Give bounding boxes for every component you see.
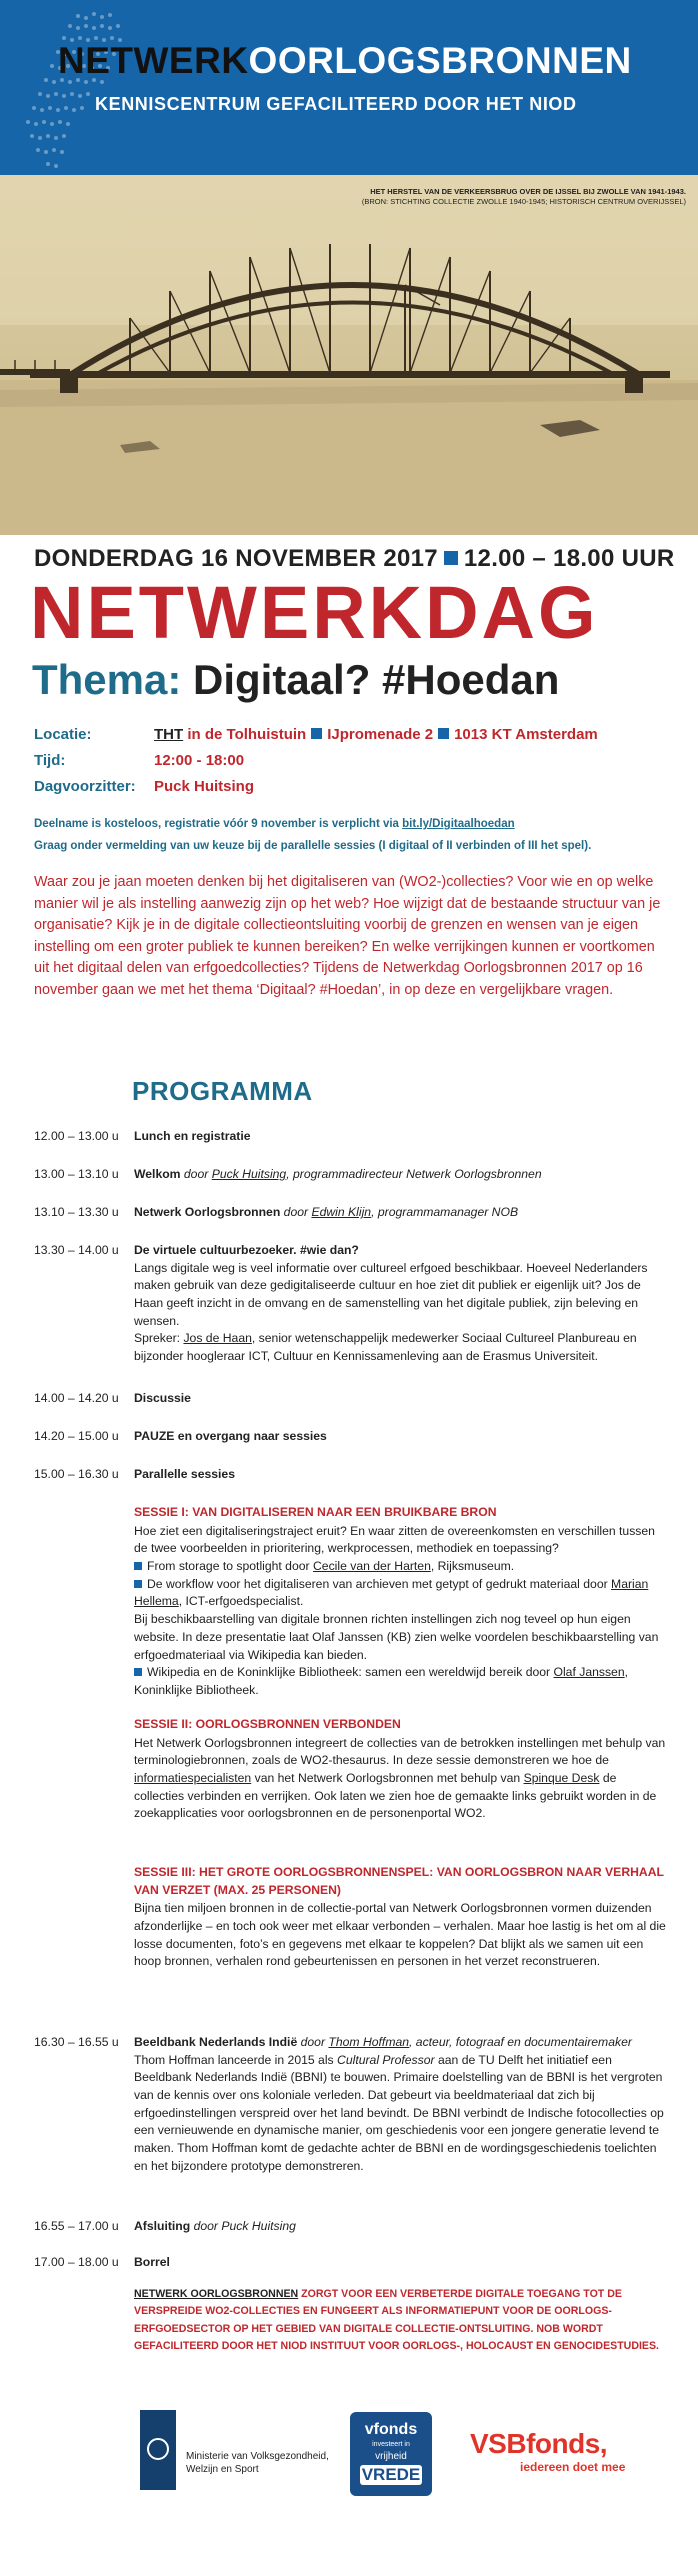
- speaker-name: Jos de Haan: [183, 1331, 252, 1346]
- photo-caption: [362, 187, 686, 207]
- vfonds-line2: vrijheid: [375, 2451, 407, 2462]
- location-street: IJpromenade 2: [327, 726, 434, 743]
- programme-time: 15.00 – 16.30 u: [34, 1467, 119, 1481]
- programme-title: Netwerk Oorlogsbronnen: [134, 1205, 281, 1219]
- location-venue: THT: [154, 726, 184, 743]
- session-bullet-text: De workflow voor het digitaliseren van archieven met getypt of gedrukt materiaal door: [147, 1576, 608, 1591]
- programme-desc: aan de TU Delft het initiatief een Beeldbank Nederlands Indië (BBNI) te bouwen. Primaire doelstelling van de BBNI is het vergroten van de kennis over ons koloniale verleden. Dat gebeurt via beeldmateriaal dat zich bij erfgoedinstellingen verspreid over het land bevindt. De BBNI verbindt de Indische fotocollecties op een vernieuwende en dynamische manier, om geschiedenis voor een jongere generatie levend te maken. Thom Hoffman komt de gedachte achter de BBNI en de wordingsgeschiedenis toelichten en het bijzondere prototype demonstreren.: [134, 2052, 664, 2173]
- photo-caption-title: HET HERSTEL VAN DE VERKEERSBRUG OVER DE IJSSEL BIJ ZWOLLE VAN 1941-1943.: [370, 187, 686, 196]
- session-3: [134, 1864, 668, 1971]
- programme-time: 13.30 – 14.00 u: [34, 1243, 119, 1257]
- session-bullet-person: Olaf Janssen: [553, 1665, 625, 1680]
- vsbfonds-tagline: iedereen doet mee: [520, 2460, 626, 2474]
- theme-label: Thema:: [32, 656, 182, 703]
- programme-desc: Langs digitale weg is veel informatie over cultureel erfgoed beschikbaar. Hoeveel Nederlanders maken gebruik van deze gedigitaliseerde cultuur en hoe ziet dit publiek er eigenlijk uit? Jos de Haan geeft inzicht in de omvang en de samenstelling van het digitale publiek, zijn beleving en wensen.: [134, 1260, 648, 1328]
- session-text: de collecties verbinden en verrijken. Ook laten we zien hoe de gemaakte links gebruikt worden in de zoekapplicaties voor oorlogsbronnen en de personenportal WO2.: [134, 1771, 657, 1821]
- programme-title: De virtuele cultuurbezoeker. #wie dan?: [134, 1243, 359, 1257]
- chair-row: [34, 778, 254, 795]
- session-title: SESSIE II: OORLOGSBRONNEN VERBONDEN: [134, 1717, 401, 1731]
- programme-desc: Thom Hoffman lanceerde in 2015 als: [134, 2052, 334, 2067]
- vfonds-name: vfonds: [364, 2421, 418, 2438]
- programme-desc-em: Cultural Professor: [337, 2052, 435, 2067]
- square-bullet-icon: [311, 728, 322, 739]
- ministry-name: [186, 2450, 346, 2476]
- netherlands-map-dots-icon: [8, 4, 158, 174]
- programme-by: door: [193, 2219, 218, 2233]
- header-subtitle-text: KENNISCENTRUM GEFACILITEERD DOOR HET: [95, 94, 524, 114]
- location-label: Locatie:: [34, 726, 92, 743]
- session-bullet-person: Marian Hellema: [134, 1576, 649, 1609]
- event-date: DONDERDAG 16 NOVEMBER 2017: [34, 545, 438, 572]
- time-value: 12:00 - 18:00: [154, 752, 245, 769]
- vsbfonds-logo: [470, 2428, 625, 2474]
- time-row: [34, 752, 244, 769]
- footer-org: NETWERK OORLOGSBRONNEN: [134, 2288, 299, 2300]
- header-banner: [0, 0, 698, 175]
- square-bullet-icon: [444, 551, 458, 565]
- footer-text: ZORGT VOOR EEN VERBETERDE DIGITALE TOEGANG TOT DE VERSPREIDE WO2-COLLECTIES EN FUNGEERT ALS INFORMATIEPUNT VOOR DE OORLOGS-ERFGOEDSECTOR OP HET GEBIED VAN DIGITALE COLLECTIE-ONTSLUITING. NOB WORDT GEFACILITEERD DOOR HET NIOD INSTITUUT VOOR OORLOGS-, HOLOCAUST EN GENOCIDESTUDIES.: [134, 2288, 660, 2353]
- chair-value: Puck Huitsing: [154, 778, 255, 795]
- programme-title: Borrel: [134, 2255, 170, 2269]
- session-link[interactable]: Spinque Desk: [523, 1771, 600, 1786]
- session-link[interactable]: informatiespecialisten: [134, 1771, 252, 1786]
- registration-link[interactable]: bit.ly/Digitaalhoedan: [402, 818, 515, 830]
- session-text: Bij beschikbaarstelling van digitale bronnen richten instellingen zich nog teveel op hun eigen website. In deze presentatie laat Olaf Janssen (KB) zien welke voordelen beschikbaarstelling van erfgoedmateriaal via Wikipedia kan bieden.: [134, 1612, 659, 1662]
- event-time-range: 12.00 – 18.00 UUR: [463, 545, 675, 572]
- vfonds-logo: [350, 2412, 432, 2496]
- programme-title: Welkom: [134, 1167, 181, 1181]
- square-bullet-icon: [134, 1562, 142, 1570]
- programme-title: Afsluiting: [134, 2219, 191, 2233]
- session-text: Bijna tien miljoen bronnen in de collectie-portal van Netwerk Oorlogsbronnen vormen duizenden afzonderlijke – en toch ook weer met elkaar verbonden – verhalen. Maar hoe lastig is het om al die losse documenten, foto’s en gegevens met elkaar te koppelen? Dat blijkt als we samen uit een hoop bronnen, verhalen rond gebeurtenissen en personen in het verzet reconstrueren.: [134, 1901, 666, 1969]
- session-text: Hoe ziet een digitaliseringstraject eruit? En waar zitten de overeenkomsten en verschillen tussen de twee voorbeelden in prioritering, werkprocessen, methodiek en toepassing?: [134, 1523, 655, 1556]
- vfonds-word: VREDE: [361, 2465, 421, 2484]
- session-bullet-text: Wikipedia en de Koninklijke Bibliotheek: samen een wereldwijd bereik door: [147, 1665, 551, 1680]
- logo-wordmark-light: OORLOGSBRONNEN: [248, 40, 632, 81]
- programme-person: Thom Hoffman: [328, 2035, 410, 2049]
- programme-by: door: [283, 1205, 309, 1219]
- registration-text: Deelname is kosteloos, registratie vóór 9 november is verplicht via: [34, 818, 399, 830]
- programme-role: , programmadirecteur Netwerk Oorlogsbronnen: [286, 1167, 542, 1181]
- ministry-logo: [140, 2410, 340, 2490]
- session-text: Het Netwerk Oorlogsbronnen integreert de collecties van de betrokken instellingen met behulp van terminologiebronnen, zoals de WO2-thesaurus. In deze sessie demonstreren we hoe de: [134, 1735, 666, 1768]
- programme-title: PAUZE en overgang naar sessies: [134, 1429, 327, 1443]
- programme-person: Edwin Klijn: [311, 1205, 372, 1219]
- session-2: [134, 1716, 668, 1823]
- programme-title: Parallelle sessies: [134, 1467, 235, 1481]
- speaker-role: , senior wetenschappelijk medewerker Sociaal Cultureel Planbureau en bijzonder hoogleraar ICT, Cultuur en Kennissamenleving aan de Erasmus Universiteit.: [134, 1331, 637, 1364]
- session-1: [134, 1504, 668, 1700]
- location-venue-rest: in de Tolhuistuin: [187, 726, 307, 743]
- location-row: [34, 726, 598, 743]
- session-bullet-org: , Rijksmuseum.: [430, 1559, 515, 1574]
- session-bullet-org: , ICT-erfgoedspecialist.: [178, 1594, 304, 1609]
- programme-time: 13.00 – 13.10 u: [34, 1167, 119, 1181]
- session-bullet-org: , Koninklijke Bibliotheek.: [134, 1665, 629, 1697]
- programme-title: Beeldbank Nederlands Indië: [134, 2035, 298, 2049]
- bridge-illustration: [0, 175, 698, 535]
- logo-wordmark: [58, 40, 632, 82]
- vsbfonds-name: VSBfonds,: [470, 2428, 608, 2459]
- event-title: NETWERKDAG: [30, 571, 599, 654]
- theme-value: Digitaal? #Hoedan: [193, 656, 560, 703]
- programme-by: door: [300, 2035, 326, 2049]
- programme-role: , acteur, fotograaf en documentairemaker: [409, 2035, 632, 2049]
- registration-choice-note: Graag onder vermelding van uw keuze bij de parallelle sessies (I digitaal of II verbinden of III het spel).: [34, 840, 592, 852]
- square-bullet-icon: [134, 1668, 142, 1676]
- programme-by: door: [183, 1167, 209, 1181]
- chair-label: Dagvoorzitter:: [34, 778, 136, 795]
- programme-time: 13.10 – 13.30 u: [34, 1205, 119, 1219]
- programme-person: Puck Huitsing: [221, 2219, 296, 2233]
- programme-role: , programmamanager NOB: [371, 1205, 519, 1219]
- logo-wordmark-dark: NETWERK: [58, 40, 249, 81]
- programme-time: 17.00 – 18.00 u: [34, 2255, 119, 2269]
- square-bullet-icon: [134, 1580, 142, 1588]
- bridge-photo: [0, 175, 698, 535]
- footer-statement: [134, 2286, 668, 2356]
- programme-heading: PROGRAMMA: [132, 1076, 313, 1106]
- session-title: SESSIE III: HET GROTE OORLOGSBRONNENSPEL: VAN OORLOGSBRON NAAR VERHAAL VAN VERZET (MAX. 25 PERSONEN): [134, 1865, 664, 1897]
- programme-time: 14.20 – 15.00 u: [34, 1429, 119, 1443]
- crest-icon: [147, 2438, 169, 2460]
- session-bullet-text: From storage to spotlight door: [147, 1559, 310, 1574]
- event-date-line: [34, 545, 674, 573]
- header-subtitle-niod: NIOD: [529, 94, 577, 114]
- registration-note: [34, 818, 515, 830]
- programme-person: Puck Huitsing: [211, 1167, 287, 1181]
- session-text: van het Netwerk Oorlogsbronnen met behulp van: [254, 1771, 521, 1786]
- programme-time: 16.30 – 16.55 u: [34, 2035, 119, 2049]
- programme-time: 12.00 – 13.00 u: [34, 1129, 119, 1143]
- event-theme: [32, 656, 559, 704]
- ministry-line1: Ministerie van Volksgezondheid,: [186, 2451, 329, 2462]
- speaker-label: Spreker:: [134, 1331, 181, 1346]
- square-bullet-icon: [438, 728, 449, 739]
- programme-time: 16.55 – 17.00 u: [34, 2219, 119, 2233]
- time-label: Tijd:: [34, 752, 66, 769]
- ministry-bar: [140, 2410, 176, 2490]
- programme-title: Lunch en registratie: [134, 1129, 251, 1143]
- photo-caption-source: (BRON: STICHTING COLLECTIE ZWOLLE 1940-1945; HISTORISCH CENTRUM OVERIJSSEL): [361, 197, 686, 207]
- programme-title: Discussie: [134, 1391, 191, 1405]
- programme-time: 14.00 – 14.20 u: [34, 1391, 119, 1405]
- session-bullet-person: Cecile van der Harten: [312, 1559, 431, 1574]
- vfonds-line1: investeert in: [372, 2441, 410, 2448]
- header-subtitle: [95, 94, 577, 115]
- location-city: 1013 KT Amsterdam: [454, 726, 598, 743]
- ministry-line2: Welzijn en Sport: [186, 2464, 259, 2475]
- session-title: SESSIE I: VAN DIGITALISEREN NAAR EEN BRUIKBARE BRON: [134, 1505, 497, 1519]
- intro-paragraph: Waar zou je jaan moeten denken bij het digitaliseren van (WO2-)collecties? Voor wie en op welke manier wil je als instelling aanwezig zijn op het web? Hoe wijzigt dat de bestaande structuur van je organisatie? Kijk je in de digitale collectieontsluiting voorbij de grenzen en wensen van je eigen instelling om een groter publiek te kunnen bereiken? En welke verrijkingen kunnen er voortkomen uit het digitaal delen van erfgoedcollecties? Tijdens de Netwerkdag Oorlogsbronnen 2017 op 16 november gaan we met het thema ‘Digitaal? #Hoedan’, in op deze en vergelijkbare vragen.: [34, 874, 661, 999]
